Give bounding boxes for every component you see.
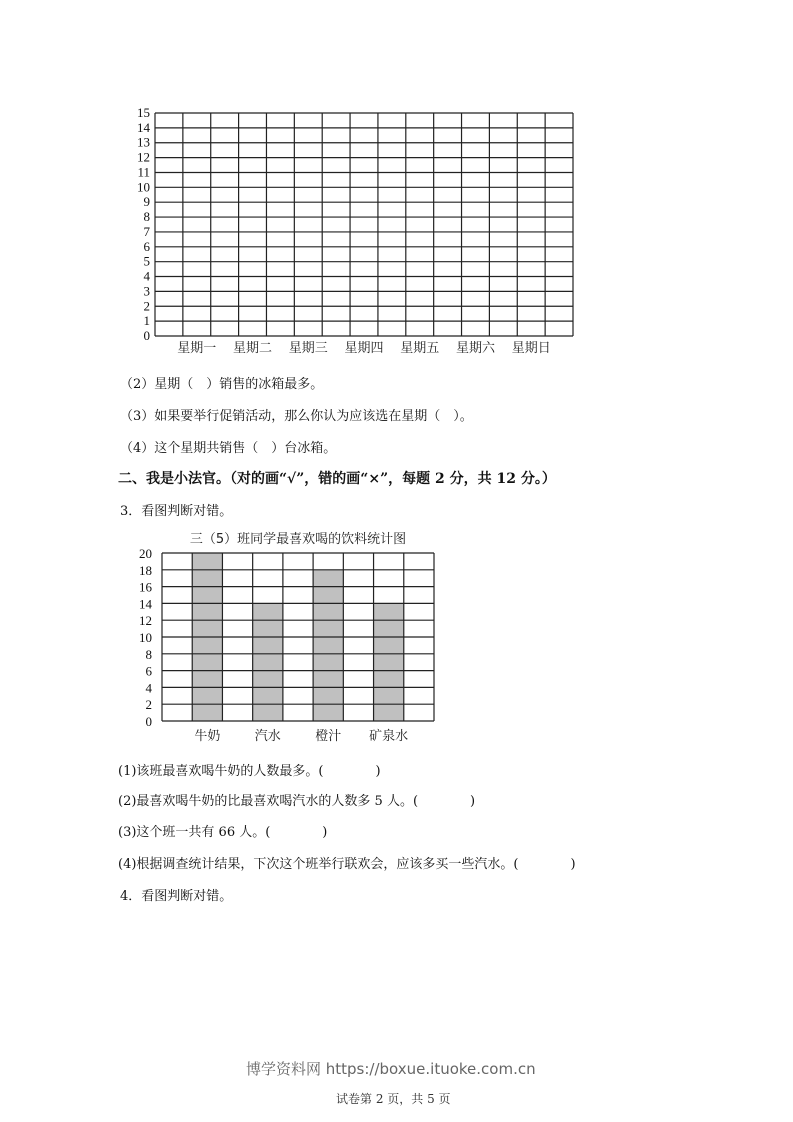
y-tick-label: 13 — [137, 134, 150, 150]
x-category-label: 橙汁 — [315, 729, 342, 744]
y-tick-label: 14 — [137, 119, 150, 135]
y-tick-label: 2 — [145, 697, 152, 713]
y-tick-label: 11 — [137, 164, 150, 180]
x-category-label: 牛奶 — [194, 729, 221, 744]
y-tick-label: 12 — [139, 613, 152, 629]
y-tick-label: 3 — [143, 283, 150, 299]
x-category-label: 星期五 — [400, 341, 440, 356]
y-tick-label: 8 — [145, 646, 152, 662]
y-tick-label: 1 — [143, 313, 150, 329]
x-category-label: 星期一 — [177, 341, 217, 356]
question-4: （4）这个星期共销售（ ）台冰箱。 — [120, 441, 337, 456]
y-tick-label: 6 — [145, 663, 152, 679]
y-tick-label: 20 — [139, 546, 152, 561]
y-tick-label: 8 — [143, 209, 150, 225]
y-tick-label: 10 — [137, 179, 150, 195]
x-category-label: 星期二 — [233, 341, 273, 356]
x-category-label: 星期日 — [511, 341, 551, 356]
chart-title: 三（5）班同学最喜欢喝的饮料统计图 — [189, 532, 407, 547]
section-2-title: 二、我是小法官。（对的画“√”，错的画“×”，每题 2 分，共 12 分。） — [118, 471, 556, 487]
judgement-3: (3)这个班一共有 66 人。( ) — [118, 825, 328, 840]
x-category-label: 星期六 — [455, 341, 495, 356]
bar — [374, 603, 404, 721]
watermark: 博学资料网 https://boxue.ituoke.com.cn — [246, 1060, 536, 1078]
x-category-label: 汽水 — [254, 729, 281, 744]
y-tick-label: 4 — [145, 680, 152, 696]
y-tick-label: 14 — [139, 596, 152, 612]
judgement-4: (4)根据调查统计结果，下次这个班举行联欢会，应该多买一些汽水。( ) — [118, 857, 576, 872]
y-tick-label: 0 — [143, 328, 150, 343]
y-tick-label: 12 — [137, 149, 150, 165]
q3-label: 3．看图判断对错。 — [120, 504, 233, 519]
page-number: 试卷第 2 页，共 5 页 — [336, 1092, 451, 1106]
x-category-label: 矿泉水 — [369, 729, 409, 744]
bar — [253, 603, 283, 721]
judgement-1: (1)该班最喜欢喝牛奶的人数最多。( ) — [118, 764, 381, 779]
y-tick-label: 10 — [139, 630, 152, 645]
judgement-2: (2)最喜欢喝牛奶的比最喜欢喝汽水的人数多 5 人。( ) — [118, 794, 476, 809]
x-category-label: 星期三 — [288, 341, 328, 356]
y-tick-label: 15 — [137, 105, 150, 120]
y-tick-label: 5 — [143, 253, 150, 269]
question-2: （2）星期（ ）销售的冰箱最多。 — [120, 377, 324, 392]
y-tick-label: 18 — [139, 562, 152, 578]
bar — [313, 570, 343, 721]
y-tick-label: 16 — [139, 579, 152, 595]
question-3: （3）如果要举行促销活动，那么你认为应该选在星期（ ）。 — [120, 409, 473, 424]
y-tick-label: 4 — [143, 268, 150, 284]
q4-label: 4．看图判断对错。 — [120, 889, 233, 904]
y-tick-label: 2 — [143, 298, 150, 314]
y-tick-label: 9 — [143, 194, 150, 210]
x-category-label: 星期四 — [344, 341, 384, 356]
y-tick-label: 7 — [143, 223, 150, 239]
y-tick-label: 0 — [145, 714, 152, 729]
y-tick-label: 6 — [143, 238, 150, 254]
